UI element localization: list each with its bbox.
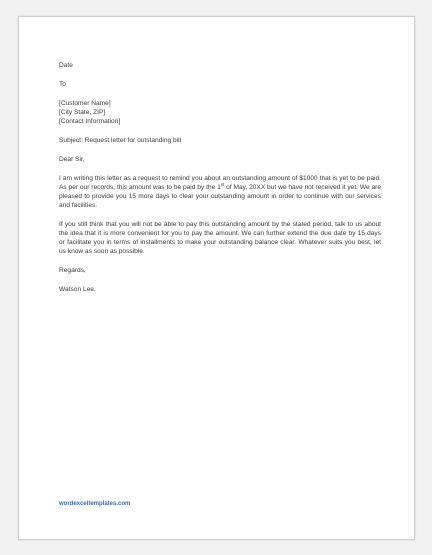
closing: Regards,: [59, 267, 86, 274]
date-label: Date: [59, 62, 73, 69]
paragraph-1: [59, 174, 381, 210]
letter-page: [18, 16, 415, 540]
letter-body: [59, 61, 381, 294]
paragraph-2: If you still think that you will not be able to pay this outstanding amount by the stated period, talk to us about the idea that it is more convenient for you to pay the amount. We can further extend the due date by 15 days or facilitate you in terms of installments to make your outstanding balance clear. Whatever suits you best, let us know as soon as possible.: [59, 221, 381, 255]
to-label: To: [59, 81, 66, 88]
signature: Watson Lee.: [59, 286, 96, 293]
salutation: Dear Sir,: [59, 156, 85, 163]
paragraph-1-part-2: of May, 20XX but we have not received it yet. We are pleased to provide you 15 more days to clear your outstanding amount in order to continue with our services and facilities.: [59, 184, 381, 209]
recipient-name: [Customer Name]: [59, 100, 111, 107]
recipient-city: [City State, ZIP]: [59, 109, 106, 116]
website-footer-link[interactable]: wordexceltemplates.com: [59, 501, 131, 507]
paragraph-1-superscript: st: [220, 181, 225, 187]
paragraph-1-part-1: I am writing this letter as a request to remind you about an outstanding amount of $1000 that is yet to be paid. As per our records, this amount was to be paid by the 1: [59, 175, 381, 191]
recipient-contact: [Contact Information]: [59, 118, 121, 125]
subject-line: Subject: Request letter for outstanding bill: [59, 137, 182, 144]
